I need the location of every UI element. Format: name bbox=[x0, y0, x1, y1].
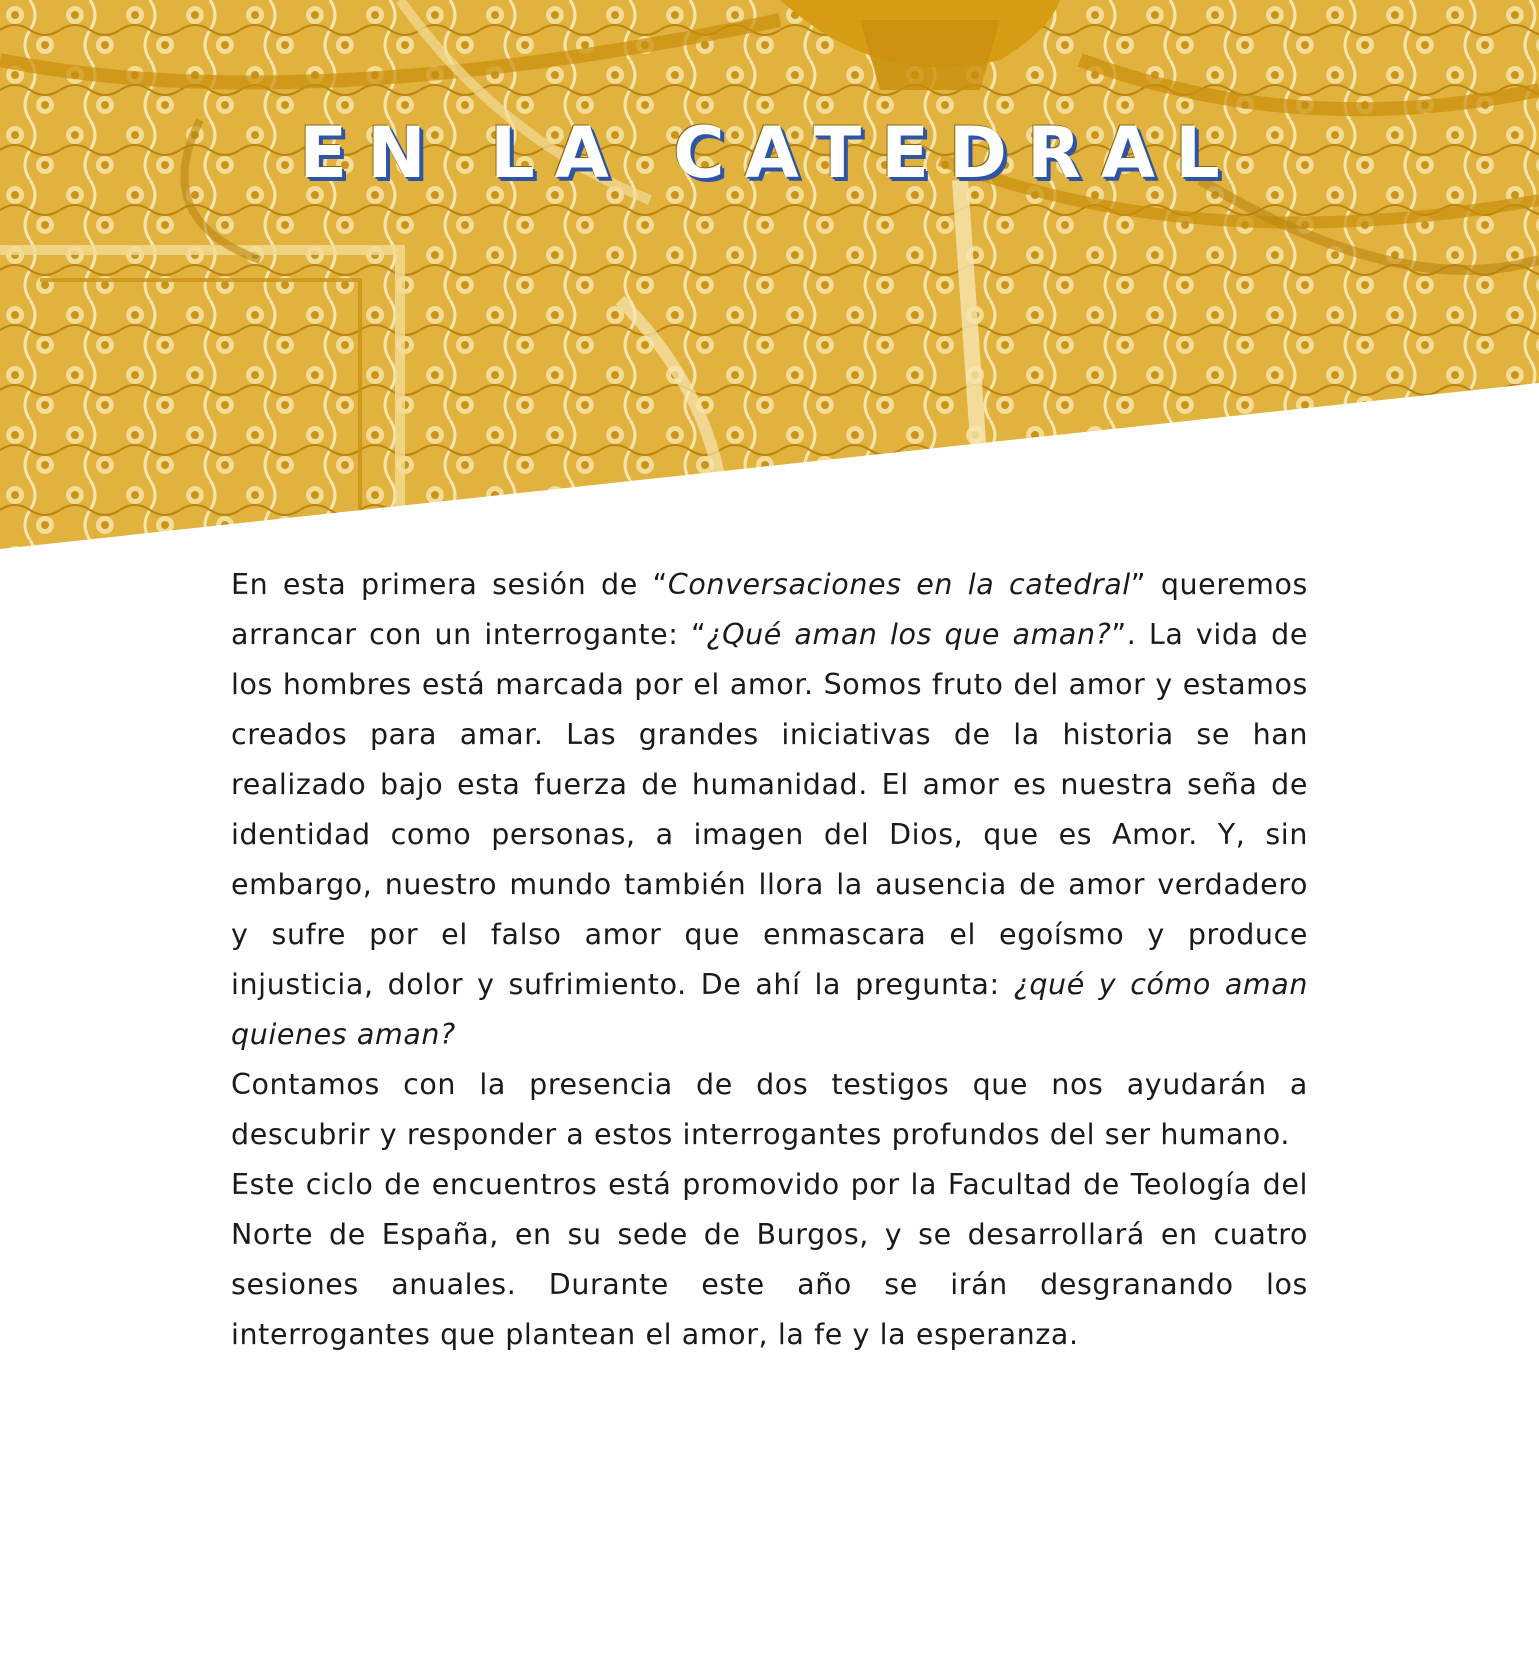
intro-text-e: ”. La vida de los hombres está marcada por el amor. Somos fruto del amor y estamos creados para amar. Las grandes iniciativas de la historia se han realizado bajo esta fuerza de humanidad. El amor es nuestra seña de identidad como personas, a imagen del Dios, que es Amor. Y, sin embargo, nuestro mundo también llora la ausencia de amor verdadero y sufre por el falso amor que enmascara el egoísmo y produce injusticia, dolor y sufrimiento. De ahí la pregunta: bbox=[231, 618, 1308, 1001]
paragraph-witnesses: Contamos con la presencia de dos testigos que nos ayudarán a descubrir y responder a estos interrogantes profundos del ser humano. bbox=[231, 1068, 1308, 1151]
intro-text-a: En esta primera sesión de “ bbox=[231, 568, 668, 601]
event-series-name: Conversaciones en la catedral bbox=[667, 568, 1131, 601]
paragraph-intro bbox=[231, 560, 1308, 1060]
ornamental-ceiling-image bbox=[0, 0, 1539, 560]
closing-question: ¿qué y cómo aman quienes aman? bbox=[231, 968, 1309, 1051]
paragraph-cycle: Este ciclo de encuentros está promovido por la Facultad de Teología del Norte de España, en su sede de Burgos, y se desarrollará en cuatro sesiones anuales. Durante este año se irán desgranando los interrogantes que plantean el amor, la fe y la esperanza. bbox=[231, 1168, 1308, 1351]
header-banner bbox=[0, 0, 1539, 560]
intro-text-c: ” queremos arrancar con un interrogante: “ bbox=[231, 568, 1308, 651]
body-text bbox=[231, 560, 1308, 1360]
page-title: EN LA CATEDRAL bbox=[299, 112, 1240, 194]
session-question: ¿Qué aman los que aman? bbox=[706, 618, 1112, 651]
